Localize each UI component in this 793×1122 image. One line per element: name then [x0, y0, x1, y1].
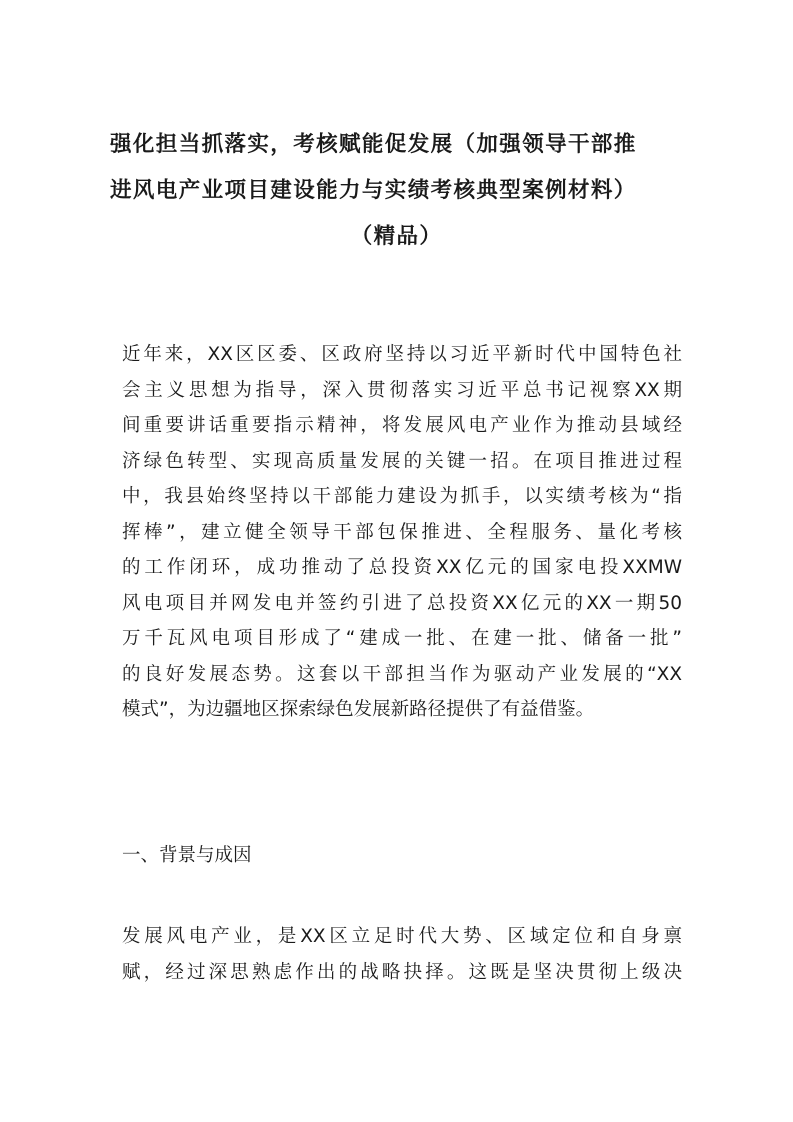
title-line-2: 进风电产业项目建设能力与实绩考核典型案例材料） — [110, 178, 637, 203]
paragraph-background — [122, 919, 682, 990]
paragraph-line: 中，我县始终坚持以干部能力建设为抓手，以实绩考核为“指 — [122, 486, 682, 507]
title-line-1: 强化担当抓落实，考核赋能促发展（加强领导干部推 — [110, 132, 637, 157]
paragraph-line: 的工作闭环，成功推动了总投资XX亿元的国家电投XXMW — [122, 557, 682, 578]
paragraph-line: 间重要讲话重要指示精神，将发展风电产业作为推动县域经 — [122, 415, 682, 436]
paragraph-line: 发展风电产业，是XX区立足时代大势、区域定位和自身禀 — [122, 926, 682, 947]
paragraph-line: 济绿色转型、实现高质量发展的关键一招。在项目推进过程 — [122, 450, 682, 472]
paragraph-line: 万千瓦风电项目形成了“建成一批、在建一批、储备一批” — [122, 628, 682, 649]
section-heading-text: 一、背景与成因 — [122, 845, 252, 866]
document-title — [110, 122, 683, 260]
paragraph-line: 模式”，为边疆地区探索绿色发展新路径提供了有益借鉴。 — [122, 699, 595, 720]
title-line-3: （精品） — [350, 224, 443, 249]
paragraph-line: 风电项目并网发电并签约引进了总投资XX亿元的XX一期50 — [122, 592, 682, 614]
section-heading — [122, 838, 682, 874]
paragraph-line: 赋，经过深思熟虑作出的战略抉择。这既是坚决贯彻上级决 — [122, 961, 682, 983]
paragraph-line: 的良好发展态势。这套以干部担当作为驱动产业发展的“XX — [122, 663, 682, 685]
paragraph-line: 挥棒”，建立健全领导干部包保推进、全程服务、量化考核 — [122, 521, 682, 543]
paragraph-line: 会主义思想为指导，深入贯彻落实习近平总书记视察XX期 — [122, 379, 682, 401]
paragraph-intro — [122, 337, 682, 728]
paragraph-line: 近年来，XX区区委、区政府坚持以习近平新时代中国特色社 — [122, 344, 682, 365]
